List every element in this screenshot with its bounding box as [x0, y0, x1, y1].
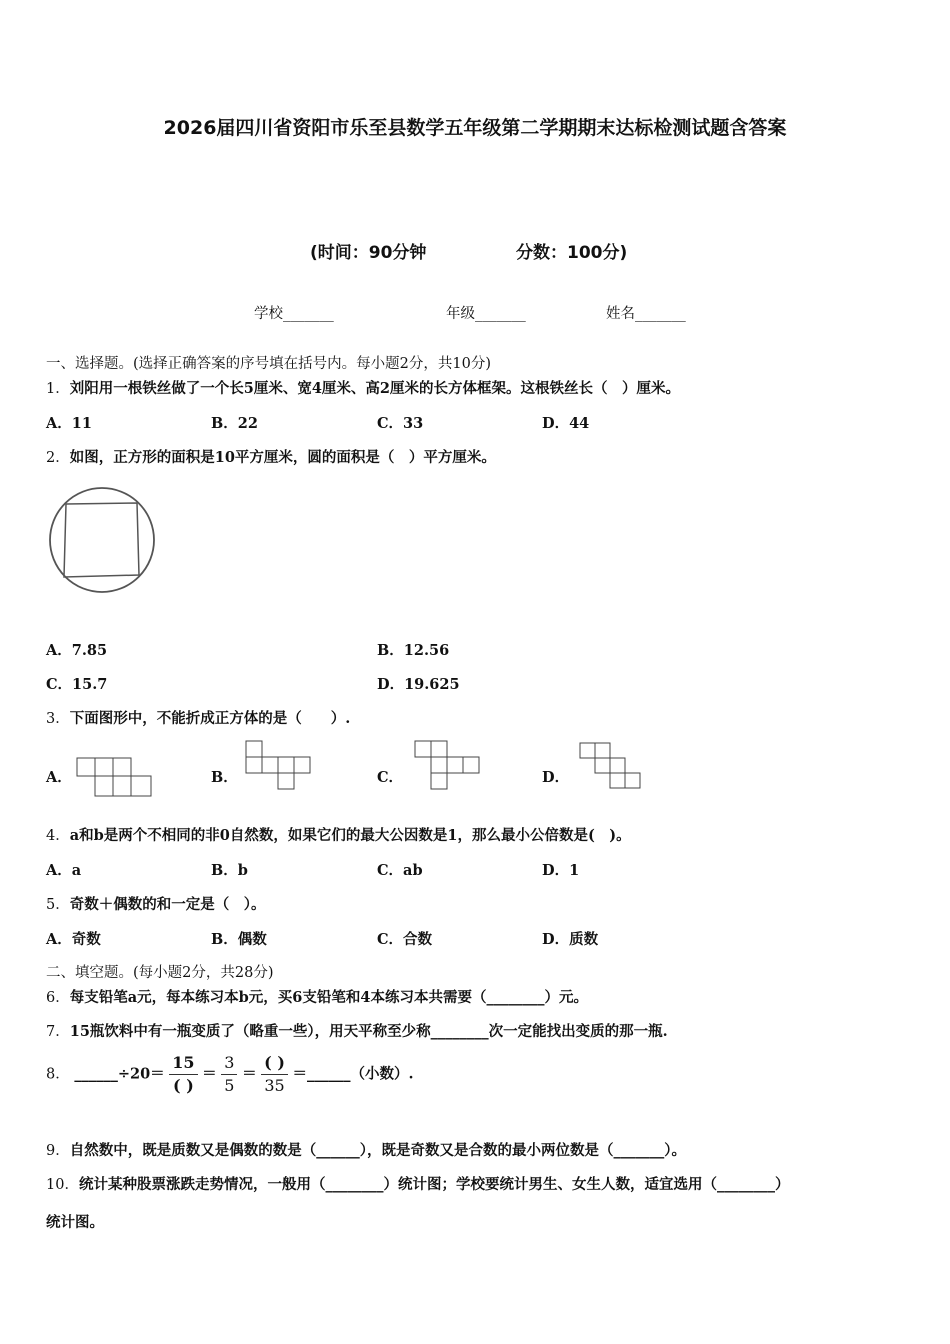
cube-net-a: [76, 757, 154, 799]
fraction-2: $\frac{3}{5}$: [221, 1052, 237, 1097]
school-field[interactable]: 学校_______: [254, 306, 334, 322]
question-3: 3．下面图形中，不能折成正方体的是（ ）.: [46, 710, 351, 727]
cube-net-d: [579, 742, 643, 792]
q1-option-c[interactable]: C．33: [377, 415, 424, 432]
section1-heading: 一、选择题。(选择正确答案的序号填在括号内。每小题2分，共10分): [46, 356, 491, 372]
fraction-blank[interactable]: ( ): [173, 1076, 194, 1095]
q2-option-d[interactable]: D．19.625: [377, 676, 460, 693]
q4-option-b[interactable]: B．b: [211, 862, 248, 879]
q5-option-d[interactable]: D．质数: [542, 931, 599, 948]
q4-option-a[interactable]: A．a: [46, 862, 82, 879]
name-field[interactable]: 姓名_______: [606, 306, 686, 322]
question-8: 8． ______÷20＝ $\frac{15}{( )}$ ＝ $\frac{3}{5}$ ＝ $\frac{( )}{35}$ ＝______（小数）.: [46, 1053, 414, 1095]
decimal-blank[interactable]: ＝______（小数）.: [292, 1065, 414, 1083]
question-2: 2．如图，正方形的面积是10平方厘米，圆的面积是（ ）平方厘米。: [46, 449, 496, 466]
blank-division[interactable]: ______÷20＝: [74, 1065, 165, 1083]
fraction-3: $\frac{( )}{35}$: [261, 1052, 288, 1097]
question-5: 5．奇数＋偶数的和一定是（ ）。: [46, 896, 266, 913]
q4-option-c[interactable]: C．ab: [377, 862, 423, 879]
q1-option-d[interactable]: D．44: [542, 415, 590, 432]
question-text: 刘阳用一根铁丝做了一个长5厘米、宽4厘米、高2厘米的长方体框架。这根铁丝长（ ）厘米。: [69, 380, 680, 397]
square-shape: [64, 503, 139, 577]
question-10: 10．统计某种股票涨跌走势情况，一般用（________）统计图；学校要统计男生、女生人数，适宜选用（________）: [46, 1176, 790, 1193]
cube-net-c: [414, 740, 482, 792]
exam-time: (时间：90分钟: [310, 243, 427, 263]
fraction-blank[interactable]: ( ): [261, 1052, 288, 1075]
q3-option-d[interactable]: D．: [542, 769, 570, 786]
question-10-continued: 统计图。: [46, 1214, 104, 1231]
q5-option-a[interactable]: A．奇数: [46, 931, 101, 948]
question-6: 6．每支铅笔a元，每本练习本b元，买6支铅笔和4本练习本共需要（________）元。: [46, 989, 588, 1006]
q2-option-c[interactable]: C．15.7: [46, 676, 108, 693]
question-1: [46, 377, 680, 398]
q4-option-d[interactable]: D．1: [542, 862, 580, 879]
q1-option-a[interactable]: A．11: [46, 415, 92, 432]
grade-field[interactable]: 年级_______: [446, 306, 526, 322]
q3-option-a[interactable]: A．: [46, 769, 72, 786]
circle-square-figure: [46, 482, 158, 597]
section2-heading: 二、填空题。(每小题2分，共28分): [46, 965, 274, 981]
cube-net-b: [245, 740, 315, 792]
q3-option-b[interactable]: B．: [211, 769, 238, 786]
q5-option-c[interactable]: C．合数: [377, 931, 433, 948]
question-4: 4．a和b是两个不相同的非0自然数，如果它们的最大公因数是1，那么最小公倍数是( )。: [46, 827, 631, 844]
q2-option-b[interactable]: B．12.56: [377, 642, 450, 659]
q3-option-c[interactable]: C．: [377, 769, 404, 786]
exam-score: 分数：100分): [516, 243, 628, 263]
question-7: 7．15瓶饮料中有一瓶变质了（略重一些），用天平称至少称________次一定能找出变质的那一瓶.: [46, 1023, 668, 1040]
page-title: 2026届四川省资阳市乐至县数学五年级第二学期期末达标检测试题含答案: [163, 117, 787, 139]
q2-option-a[interactable]: A．7.85: [46, 642, 108, 659]
question-9: 9．自然数中，既是质数又是偶数的数是（______），既是奇数又是合数的最小两位数是（_______）。: [46, 1142, 686, 1159]
fraction-1: $\frac{15}{( )}$: [169, 1052, 197, 1097]
q1-option-b[interactable]: B．22: [211, 415, 258, 432]
question-number: 1．: [46, 381, 70, 397]
q5-option-b[interactable]: B．偶数: [211, 931, 267, 948]
